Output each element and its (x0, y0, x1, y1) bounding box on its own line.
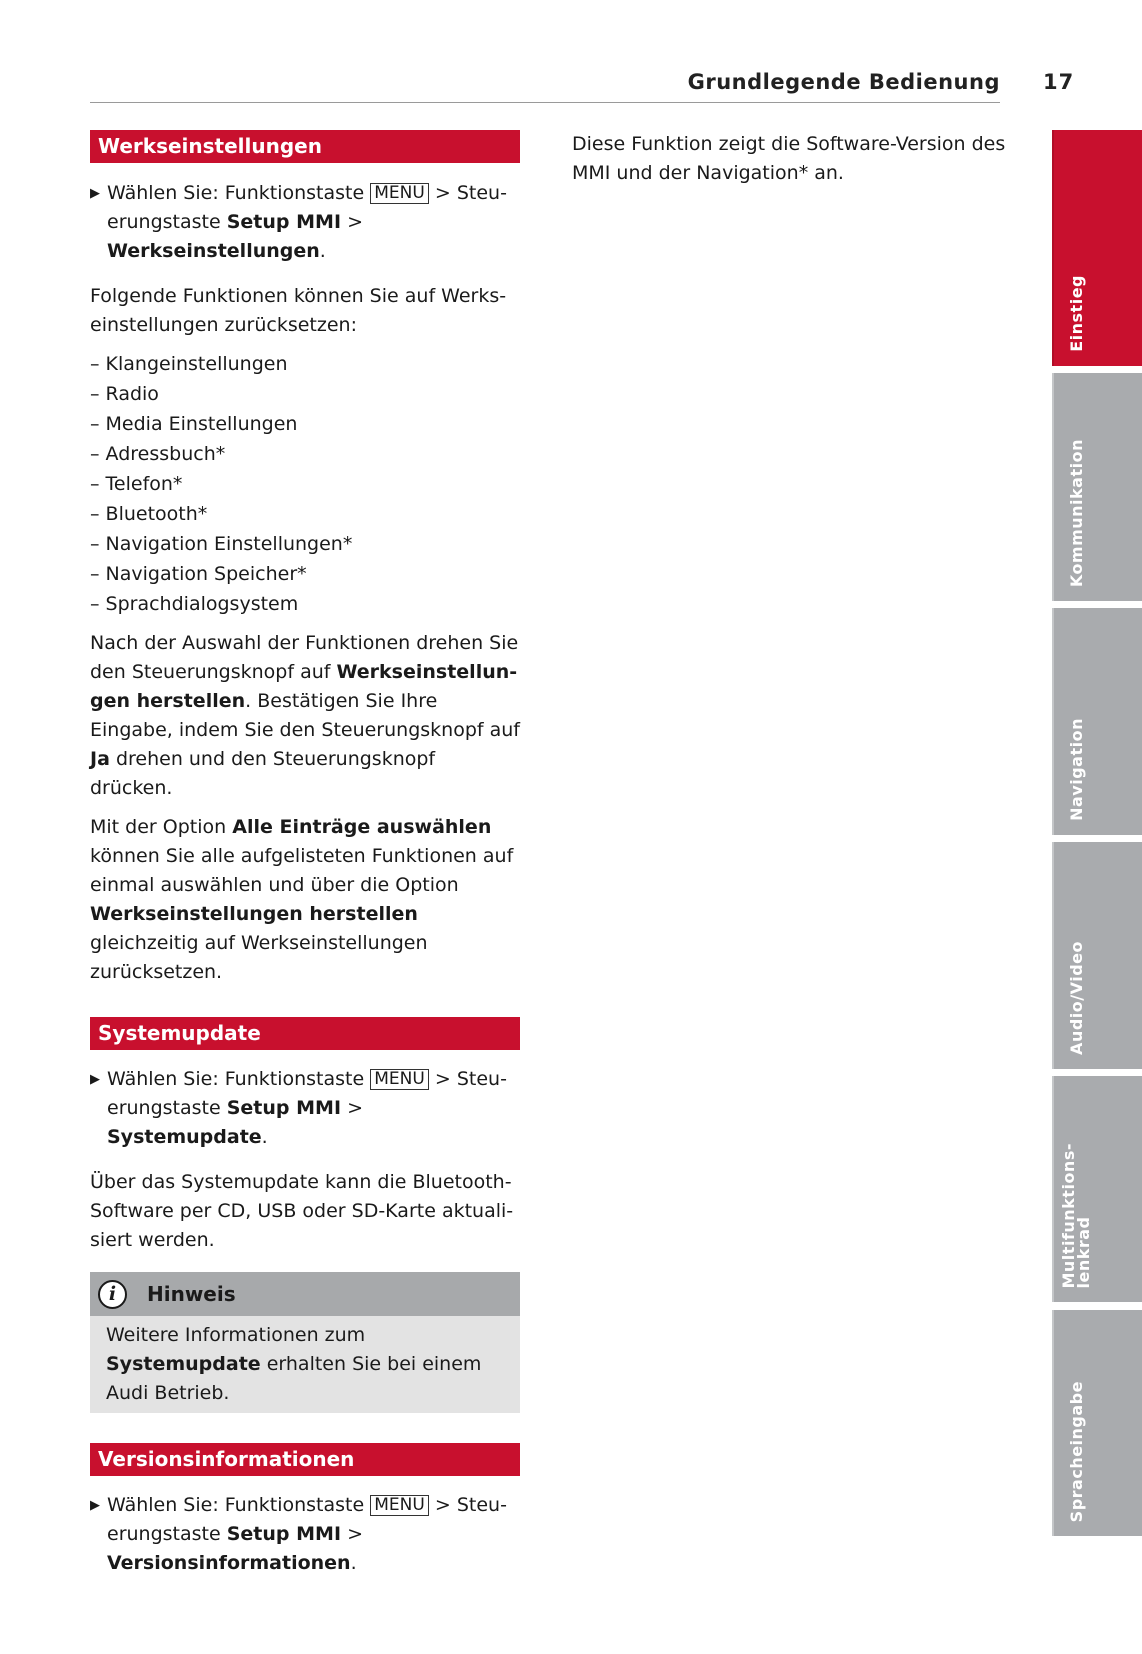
info-icon: i (98, 1280, 127, 1309)
list-item: – Telefon* (90, 473, 183, 495)
list-item: – Navigation Einstellungen* (90, 533, 353, 555)
version-info-paragraph: Diese Funktion zeigt die Software-Version des MMI und der Navigation* an. (572, 133, 1006, 184)
instruction-step (90, 179, 520, 266)
text: . Bestätigen Sie Ihre Eingabe, indem Sie den Steuerungsknopf auf (90, 690, 520, 741)
tab-label-wrap (1054, 594, 1098, 821)
triangle-bullet-icon: ▶ (90, 1072, 100, 1087)
step-text: Wählen Sie: Funktionstaste (107, 1068, 365, 1090)
reset-function-list (90, 349, 520, 619)
list-item: – Adressbuch* (90, 443, 226, 465)
step-text: Wählen Sie: Funktionstaste (107, 182, 365, 204)
side-tab-kommunikation[interactable] (1052, 373, 1142, 601)
note-title: Hinweis (147, 1282, 236, 1306)
step-text: > Steuerungstaste (107, 1068, 507, 1119)
text: drehen und den Steuerungsknopf drücken. (90, 748, 436, 799)
tab-label-wrap (1054, 1062, 1098, 1288)
step-bold-text: Setup MMI (226, 1097, 342, 1119)
instruction-step (90, 1065, 520, 1152)
list-item: – Klangeinstellungen (90, 353, 288, 375)
note-box (90, 1272, 520, 1413)
step-bold-text: Systemupdate (107, 1126, 262, 1148)
side-tab-einstieg[interactable] (1052, 130, 1142, 366)
side-tab-navigation[interactable] (1052, 608, 1142, 835)
text: können Sie alle aufgelisteten Funktionen auf einmal auswählen und über die Option (90, 845, 514, 896)
menu-key-label: MENU (370, 183, 429, 204)
triangle-bullet-icon: ▶ (90, 186, 100, 201)
tab-label: Kommunikation (1066, 438, 1086, 587)
paragraph (90, 813, 520, 987)
paragraph: Über das Systemupdate kann die Bluetooth-Software per CD, USB oder SD-Karte aktualisiert werden. (90, 1171, 514, 1251)
tab-label: Einstieg (1066, 275, 1086, 352)
list-item: – Sprachdialogsystem (90, 593, 299, 615)
section-heading-werkseinstellungen: Werkseinstellungen (90, 130, 520, 163)
section-heading-versionsinformationen: Versionsinformationen (90, 1443, 520, 1476)
list-item: – Bluetooth* (90, 503, 208, 525)
tab-label: Spracheingabe (1066, 1380, 1086, 1522)
step-bold-text: Setup MMI (226, 211, 342, 233)
step-bold-text: Setup MMI (226, 1523, 342, 1545)
tab-label-wrap (1054, 359, 1098, 587)
note-body (90, 1316, 520, 1413)
tab-label-wrap (1054, 116, 1098, 352)
section-heading-systemupdate: Systemupdate (90, 1017, 520, 1050)
triangle-bullet-icon: ▶ (90, 1498, 100, 1513)
paragraph (90, 629, 520, 803)
text: erhalten Sie bei einem Audi Betrieb. (106, 1353, 482, 1404)
intro-paragraph: Folgende Funktionen können Sie auf Werkseinstellungen zurücksetzen: (90, 285, 507, 336)
tab-label: Multifunktions- lenkrad (1059, 1142, 1093, 1288)
tab-label: Audio/Video (1066, 941, 1086, 1055)
bold-text: Werkseinstellungen herstellen (90, 903, 418, 925)
instruction-step (90, 1491, 520, 1578)
bold-text: Ja (90, 748, 110, 770)
step-separator: > (347, 1523, 363, 1545)
text: gleichzeitig auf Werkseinstellungen zurücksetzen. (90, 932, 428, 983)
step-bold-text: Werkseinstellungen (107, 240, 320, 262)
side-tab-multifunktionslenkrad[interactable] (1052, 1076, 1142, 1302)
step-separator: > (347, 1097, 363, 1119)
bold-text: Werkseinstellungen herstellen (90, 661, 518, 712)
tab-label: Navigation (1066, 718, 1086, 821)
header-title: Grundlegende Bedienung (687, 70, 1000, 94)
step-text: Wählen Sie: Funktionstaste (107, 1494, 365, 1516)
step-text: . (319, 240, 326, 262)
step-text: > Steuerungstaste (107, 1494, 507, 1545)
tab-label-wrap (1054, 1296, 1098, 1522)
bold-text: Systemupdate (106, 1353, 261, 1375)
note-header (90, 1272, 520, 1316)
page-header (90, 62, 1000, 103)
right-column (572, 130, 1012, 188)
page-number: 17 (1043, 70, 1075, 94)
step-text: . (261, 1126, 268, 1148)
text: Mit der Option (90, 816, 227, 838)
step-separator: > (347, 211, 363, 233)
bold-text: Alle Einträge auswählen (232, 816, 492, 838)
menu-key-label: MENU (370, 1495, 429, 1516)
tab-label-wrap (1054, 828, 1098, 1055)
step-bold-text: Versionsinformationen (107, 1552, 351, 1574)
text: Nach der Auswahl der Funktionen drehen Sie den Steuerungsknopf auf (90, 632, 519, 683)
step-text: . (350, 1552, 357, 1574)
step-text: > Steuerungstaste (107, 182, 507, 233)
left-column (90, 130, 520, 1578)
menu-key-label: MENU (370, 1069, 429, 1090)
side-tab-spracheingabe[interactable] (1052, 1310, 1142, 1536)
side-tab-audio-video[interactable] (1052, 842, 1142, 1069)
text: Weitere Informationen zum (106, 1324, 366, 1346)
list-item: – Navigation Speicher* (90, 563, 307, 585)
list-item: – Radio (90, 383, 159, 405)
list-item: – Media Einstellungen (90, 413, 298, 435)
